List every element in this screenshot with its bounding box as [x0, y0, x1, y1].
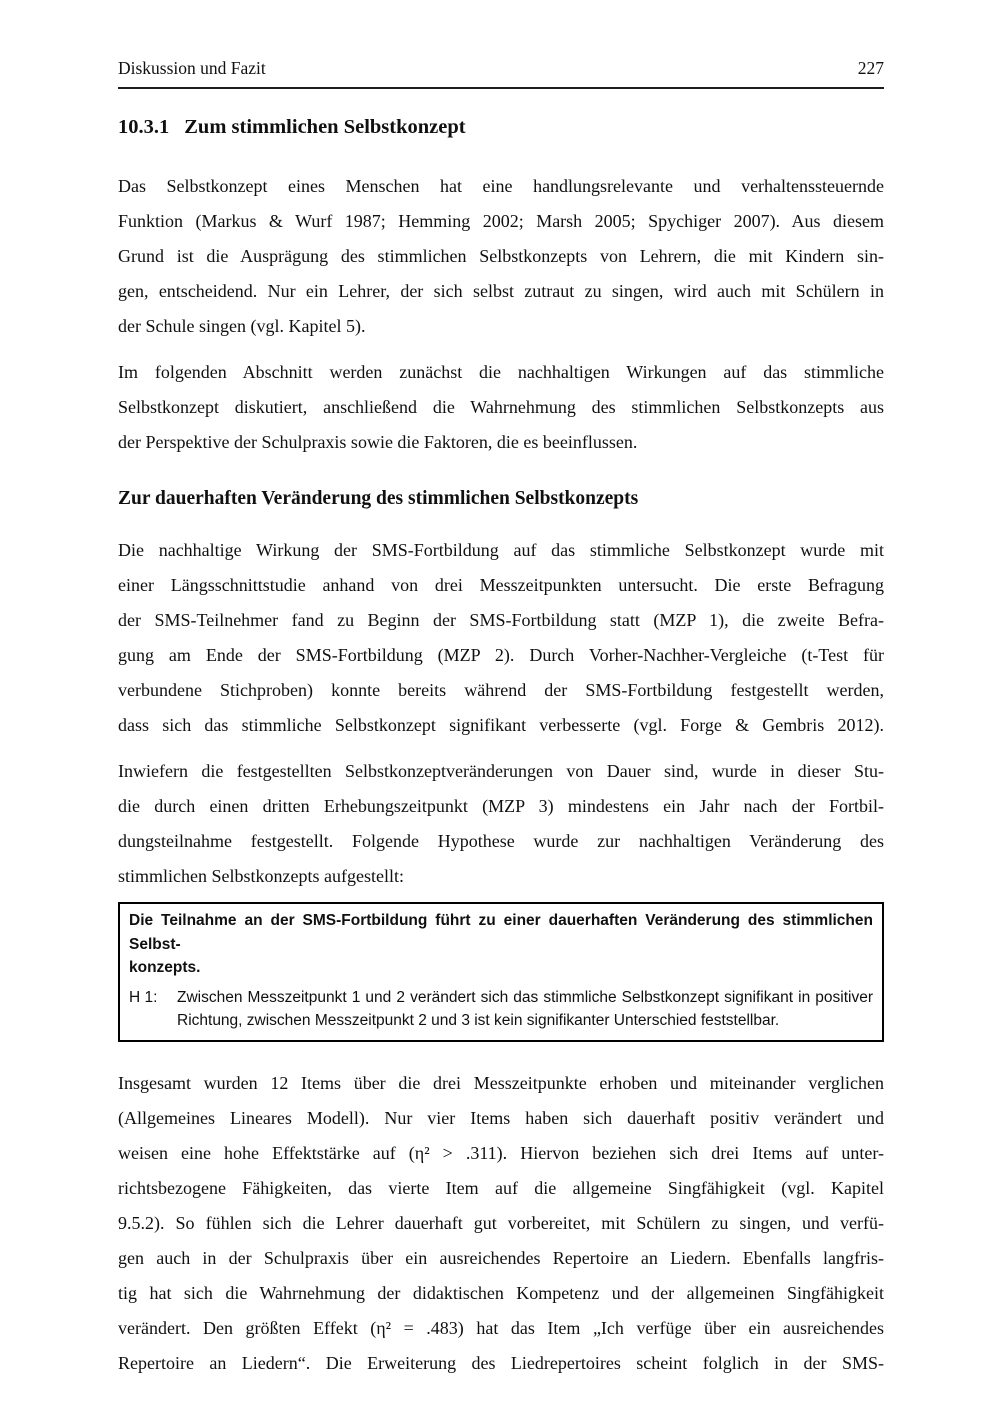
page-number: 227 — [857, 58, 884, 78]
text-line: Das Selbstkonzept eines Menschen hat eine handlungsrelevante und verhaltenssteuernde — [118, 176, 884, 196]
text-line: Funktion (Markus & Wurf 1987; Hemming 2002; Marsh 2005; Spychiger 2007). Aus diesem — [118, 211, 884, 231]
text-line: Selbstkonzept diskutiert, anschließend die Wahrnehmung des stimmlichen Selbstkonzepts aus — [118, 397, 884, 417]
text-line: Zwischen Messzeitpunkt 1 und 2 verändert sich das stimmliche Selbstkonzept signifikant in positiver — [177, 988, 873, 1006]
text-line: Inwiefern die festgestellten Selbstkonzeptveränderungen von Dauer sind, wurde in dieser Stu- — [118, 761, 884, 781]
text-line: verbundene Stichproben) konnte bereits während der SMS-Fortbildung festgestellt werden, — [118, 680, 884, 700]
text-line: Die nachhaltige Wirkung der SMS-Fortbildung auf das stimmliche Selbstkonzept wurde mit — [118, 540, 884, 560]
text-line: gen, entscheidend. Nur ein Lehrer, der sich selbst zutraut zu singen, wird auch mit Schülern in — [118, 281, 884, 301]
paragraph-2 — [118, 355, 884, 460]
running-header — [118, 58, 884, 89]
hypothesis-h1-label: H 1: — [129, 988, 158, 1006]
hypothesis-h1-text — [177, 986, 873, 1033]
text-line: gen auch in der Schulpraxis über ein ausreichendes Repertoire an Liedern. Ebenfalls langfris- — [118, 1247, 884, 1268]
text-line: einer Längsschnittstudie anhand von drei Messzeitpunkten untersucht. Die erste Befragung — [118, 575, 884, 595]
text-line: Repertoire an Liedern“. Die Erweiterung des Liedrepertoires scheint folglich in der SMS- — [118, 1352, 884, 1373]
text-line: verändert. Den größten Effekt (η² = .483) hat das Item „Ich verfüge über ein ausreichendes — [118, 1317, 884, 1338]
text-line: die durch einen dritten Erhebungszeitpunkt (MZP 3) mindestens ein Jahr nach der Fortbil- — [118, 796, 884, 816]
text-line: dungsteilnahme festgestellt. Folgende Hypothese wurde zur nachhaltigen Veränderung des — [118, 831, 884, 851]
text-line: der SMS-Teilnehmer fand zu Beginn der SMS-Fortbildung statt (MZP 1), die zweite Befra- — [118, 610, 884, 630]
text-line: Die Teilnahme an der SMS-Fortbildung führt zu einer dauerhaften Veränderung des stimmlichen Selbst- — [129, 912, 873, 953]
text-line: stimmlichen Selbstkonzepts aufgestellt: — [118, 866, 404, 886]
hypothesis-box — [118, 902, 884, 1042]
hypothesis-statement — [129, 909, 873, 980]
text-line: Richtung, zwischen Messzeitpunkt 2 und 3 ist kein signifikanter Unterschied feststellbar. — [177, 1012, 780, 1029]
text-line: 9.5.2). So fühlen sich die Lehrer dauerhaft gut vorbereitet, mit Schülern zu singen, und verfü- — [118, 1212, 884, 1233]
section-title: Zum stimmlichen Selbstkonzept — [184, 116, 466, 138]
text-line: richtsbezogene Fähigkeiten, das vierte Item auf die allgemeine Singfähigkeit (vgl. Kapitel — [118, 1177, 884, 1198]
text-line: (Allgemeines Lineares Modell). Nur vier Items haben sich dauerhaft positiv verändert und — [118, 1107, 884, 1128]
text-line: Insgesamt wurden 12 Items über die drei Messzeitpunkte erhoben und miteinander verglichen — [118, 1072, 884, 1093]
text-line: tig hat sich die Wahrnehmung der didaktischen Kompetenz und der allgemeinen Singfähigkeit — [118, 1282, 884, 1303]
paragraph-5 — [118, 1066, 884, 1381]
text-line: dass sich das stimmliche Selbstkonzept signifikant verbesserte (vgl. Forge & Gembris 2012). — [118, 715, 884, 735]
running-header-title: Diskussion und Fazit — [118, 58, 266, 78]
text-line: Im folgenden Abschnitt werden zunächst die nachhaltigen Wirkungen auf das stimmliche — [118, 362, 884, 382]
text-line: der Perspektive der Schulpraxis sowie die Faktoren, die es beeinflussen. — [118, 432, 638, 452]
text-line: der Schule singen (vgl. Kapitel 5). — [118, 316, 366, 336]
section-number: 10.3.1 — [118, 116, 170, 138]
section-heading — [118, 116, 884, 139]
text-line: weisen eine hohe Effektstärke auf (η² > .311). Hiervon beziehen sich drei Items auf unter- — [118, 1142, 884, 1163]
paragraph-4 — [118, 754, 884, 894]
paragraph-1 — [118, 169, 884, 344]
paragraph-3 — [118, 533, 884, 743]
text-line: konzepts. — [129, 959, 201, 976]
subsection-heading: Zur dauerhaften Veränderung des stimmlichen Selbstkonzepts — [118, 488, 639, 509]
text-line: gung am Ende der SMS-Fortbildung (MZP 2). Durch Vorher-Nachher-Vergleiche (t-Test für — [118, 645, 884, 665]
hypothesis-h1-row — [129, 986, 873, 1033]
text-line: Grund ist die Ausprägung des stimmlichen Selbstkonzepts von Lehrern, die mit Kindern sin- — [118, 246, 884, 266]
